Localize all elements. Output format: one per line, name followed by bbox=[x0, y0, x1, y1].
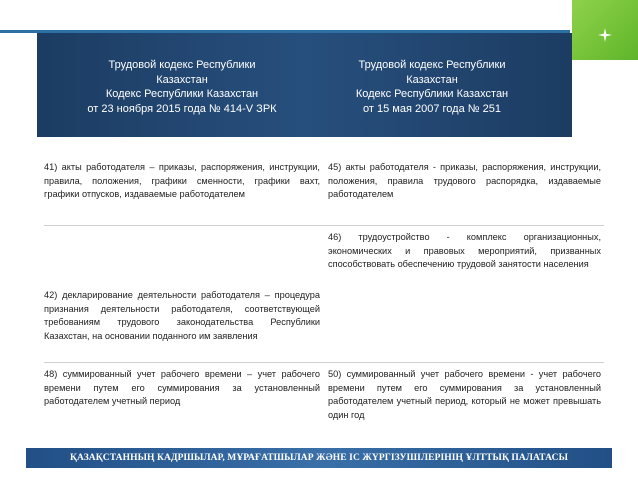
header-right-line4: от 15 мая 2007 года № 251 bbox=[363, 102, 501, 115]
star-icon bbox=[598, 28, 612, 42]
row-3-left: 42) декларирование деятельности работодателя – процедура признания деятельности работодателя, соответствующей требованиям трудового законодательства Республики Казахстан, на основании поданного им заявления bbox=[44, 290, 320, 341]
header-left-line2: Казахстан bbox=[156, 73, 208, 86]
row-1-right: 45) акты работодателя - приказы, распоряжения, инструкции, положения, правила трудового распорядка, издаваемые работодателем bbox=[328, 162, 601, 199]
header-left-line4: от 23 ноября 2015 года № 414-V ЗРК bbox=[87, 102, 277, 115]
footer-banner: ҚАЗАҚСТАННЫҢ КАДРШЫЛАР, МҰРАҒАТШЫЛАР ЖӘНЕ ІС ЖҮРГІЗУШІЛЕРІНІҢ ҰЛТТЫҚ ПАЛАТАСЫ bbox=[26, 448, 612, 468]
row-1-left: 41) акты работодателя – приказы, распоряжения, инструкции, правила, положения, графики сменности, графики вахт, графики отпусков, издаваемые работодателем bbox=[44, 162, 320, 199]
header-right-line1: Трудовой кодекс Республики bbox=[358, 59, 506, 71]
header-left-line1: Трудовой кодекс Республики bbox=[108, 59, 256, 71]
header-left-column bbox=[57, 58, 307, 116]
header-right-column bbox=[307, 58, 557, 116]
row-divider bbox=[44, 225, 604, 226]
row-divider bbox=[44, 362, 604, 363]
row-4-left: 48) суммированный учет рабочего времени – учет рабочего времени путем его суммирования за установленный работодателем учетный период bbox=[44, 369, 320, 406]
comparison-header bbox=[37, 33, 572, 137]
row-2-right: 46) трудоустройство - комплекс организационных, экономических и правовых мероприятий, призванных способствовать обеспечению трудовой занятости населения bbox=[328, 232, 601, 269]
row-4-right: 50) суммированный учет рабочего времени - учет рабочего времени путем его суммирования за установленный работодателем учетный период, который не может превышать один год bbox=[328, 369, 601, 420]
header-left-line3: Кодекс Республики Казахстан bbox=[105, 88, 259, 100]
header-right-line2: Казахстан bbox=[406, 73, 458, 86]
header-right-line3: Кодекс Республики Казахстан bbox=[355, 88, 509, 100]
